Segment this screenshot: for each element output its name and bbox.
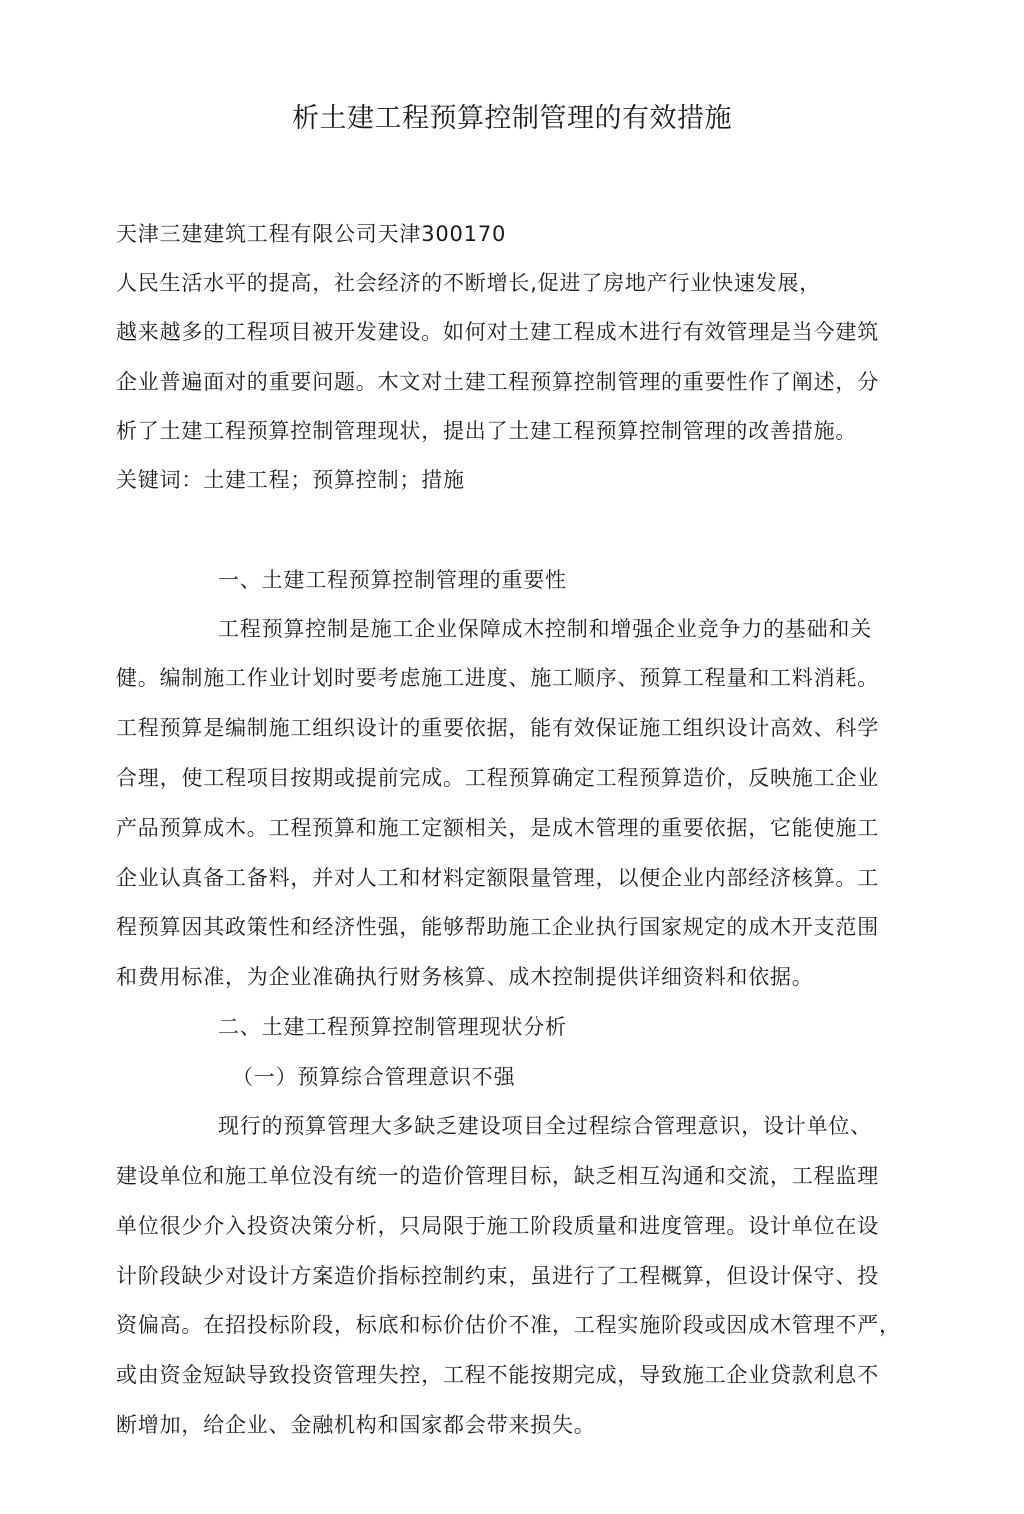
paragraph-line: 建设单位和施工单位没有统一的造价管理目标，缺乏相互沟通和交流，工程监理 (116, 1164, 879, 1188)
paragraph-line: 工程预算是编制施工组织设计的重要依据，能有效保证施工组织设计高效、科学 (116, 716, 879, 740)
paragraph-line: 和费用标准，为企业准确执行财务核算、成木控制提供详细资料和依据。 (116, 965, 814, 989)
section-heading-2: 二、土建工程预算控制管理现状分析 (218, 1015, 567, 1039)
paragraph-line: 现行的预算管理大多缺乏建设项目全过程综合管理意识，设计单位、 (218, 1114, 872, 1138)
paragraph-line: 合理，使工程项目按期或提前完成。工程预算确定工程预算造价，反映施工企业 (116, 766, 879, 790)
paragraph-line: 断增加，给企业、金融机构和国家都会带来损失。 (116, 1413, 596, 1437)
document-title: 析土建工程预算控制管理的有效措施 (292, 103, 732, 134)
section-heading-1: 一、土建工程预算控制管理的重要性 (218, 568, 567, 592)
author-affiliation: 天津三建建筑工程有限公司天津300170 (116, 222, 507, 246)
abstract-line: 析了土建工程预算控制管理现状，提出了土建工程预算控制管理的改善措施。 (116, 419, 858, 443)
abstract-line: 人民生活水平的提高，社会经济的不断增长,促进了房地产行业快速发展， (116, 271, 822, 295)
paragraph-line: 计阶段缺少对设计方案造价指标控制约束，虽进行了工程概算，但设计保守、投 (116, 1264, 879, 1288)
paragraph-line: 或由资金短缺导致投资管理失控，工程不能按期完成，导致施工企业贷款利息不 (116, 1363, 879, 1387)
paragraph-line: 健。编制施工作业计划时要考虑施工进度、施工顺序、预算工程量和工料消耗。 (116, 666, 879, 690)
paragraph-line: 资偏高。在招投标阶段，标底和标价估价不准，工程实施阶段或因成木管理不严， (116, 1313, 901, 1337)
paragraph-line: 工程预算控制是施工企业保障成木控制和增强企业竞争力的基础和关 (218, 617, 872, 641)
subsection-heading: （一）预算综合管理意识不强 (232, 1065, 516, 1089)
paragraph-line: 单位很少介入投资决策分析，只局限于施工阶段质量和进度管理。设计单位在设 (116, 1214, 879, 1238)
paragraph-line: 程预算因其政策性和经济性强，能够帮助施工企业执行国家规定的成木开支范围 (116, 915, 879, 939)
abstract-line: 越来越多的工程项目被开发建设。如何对土建工程成木进行有效管理是当今建筑 (116, 320, 879, 344)
abstract-line: 企业普遍面对的重要问题。木文对土建工程预算控制管理的重要性作了阐述，分 (116, 370, 879, 394)
paragraph-line: 企业认真备工备料，并对人工和材料定额限量管理，以便企业内部经济核算。工 (116, 866, 879, 890)
keywords: 关键词：土建工程；预算控制；措施 (116, 468, 465, 492)
paragraph-line: 产品预算成木。工程预算和施工定额相关，是成木管理的重要依据，它能使施工 (116, 816, 879, 840)
